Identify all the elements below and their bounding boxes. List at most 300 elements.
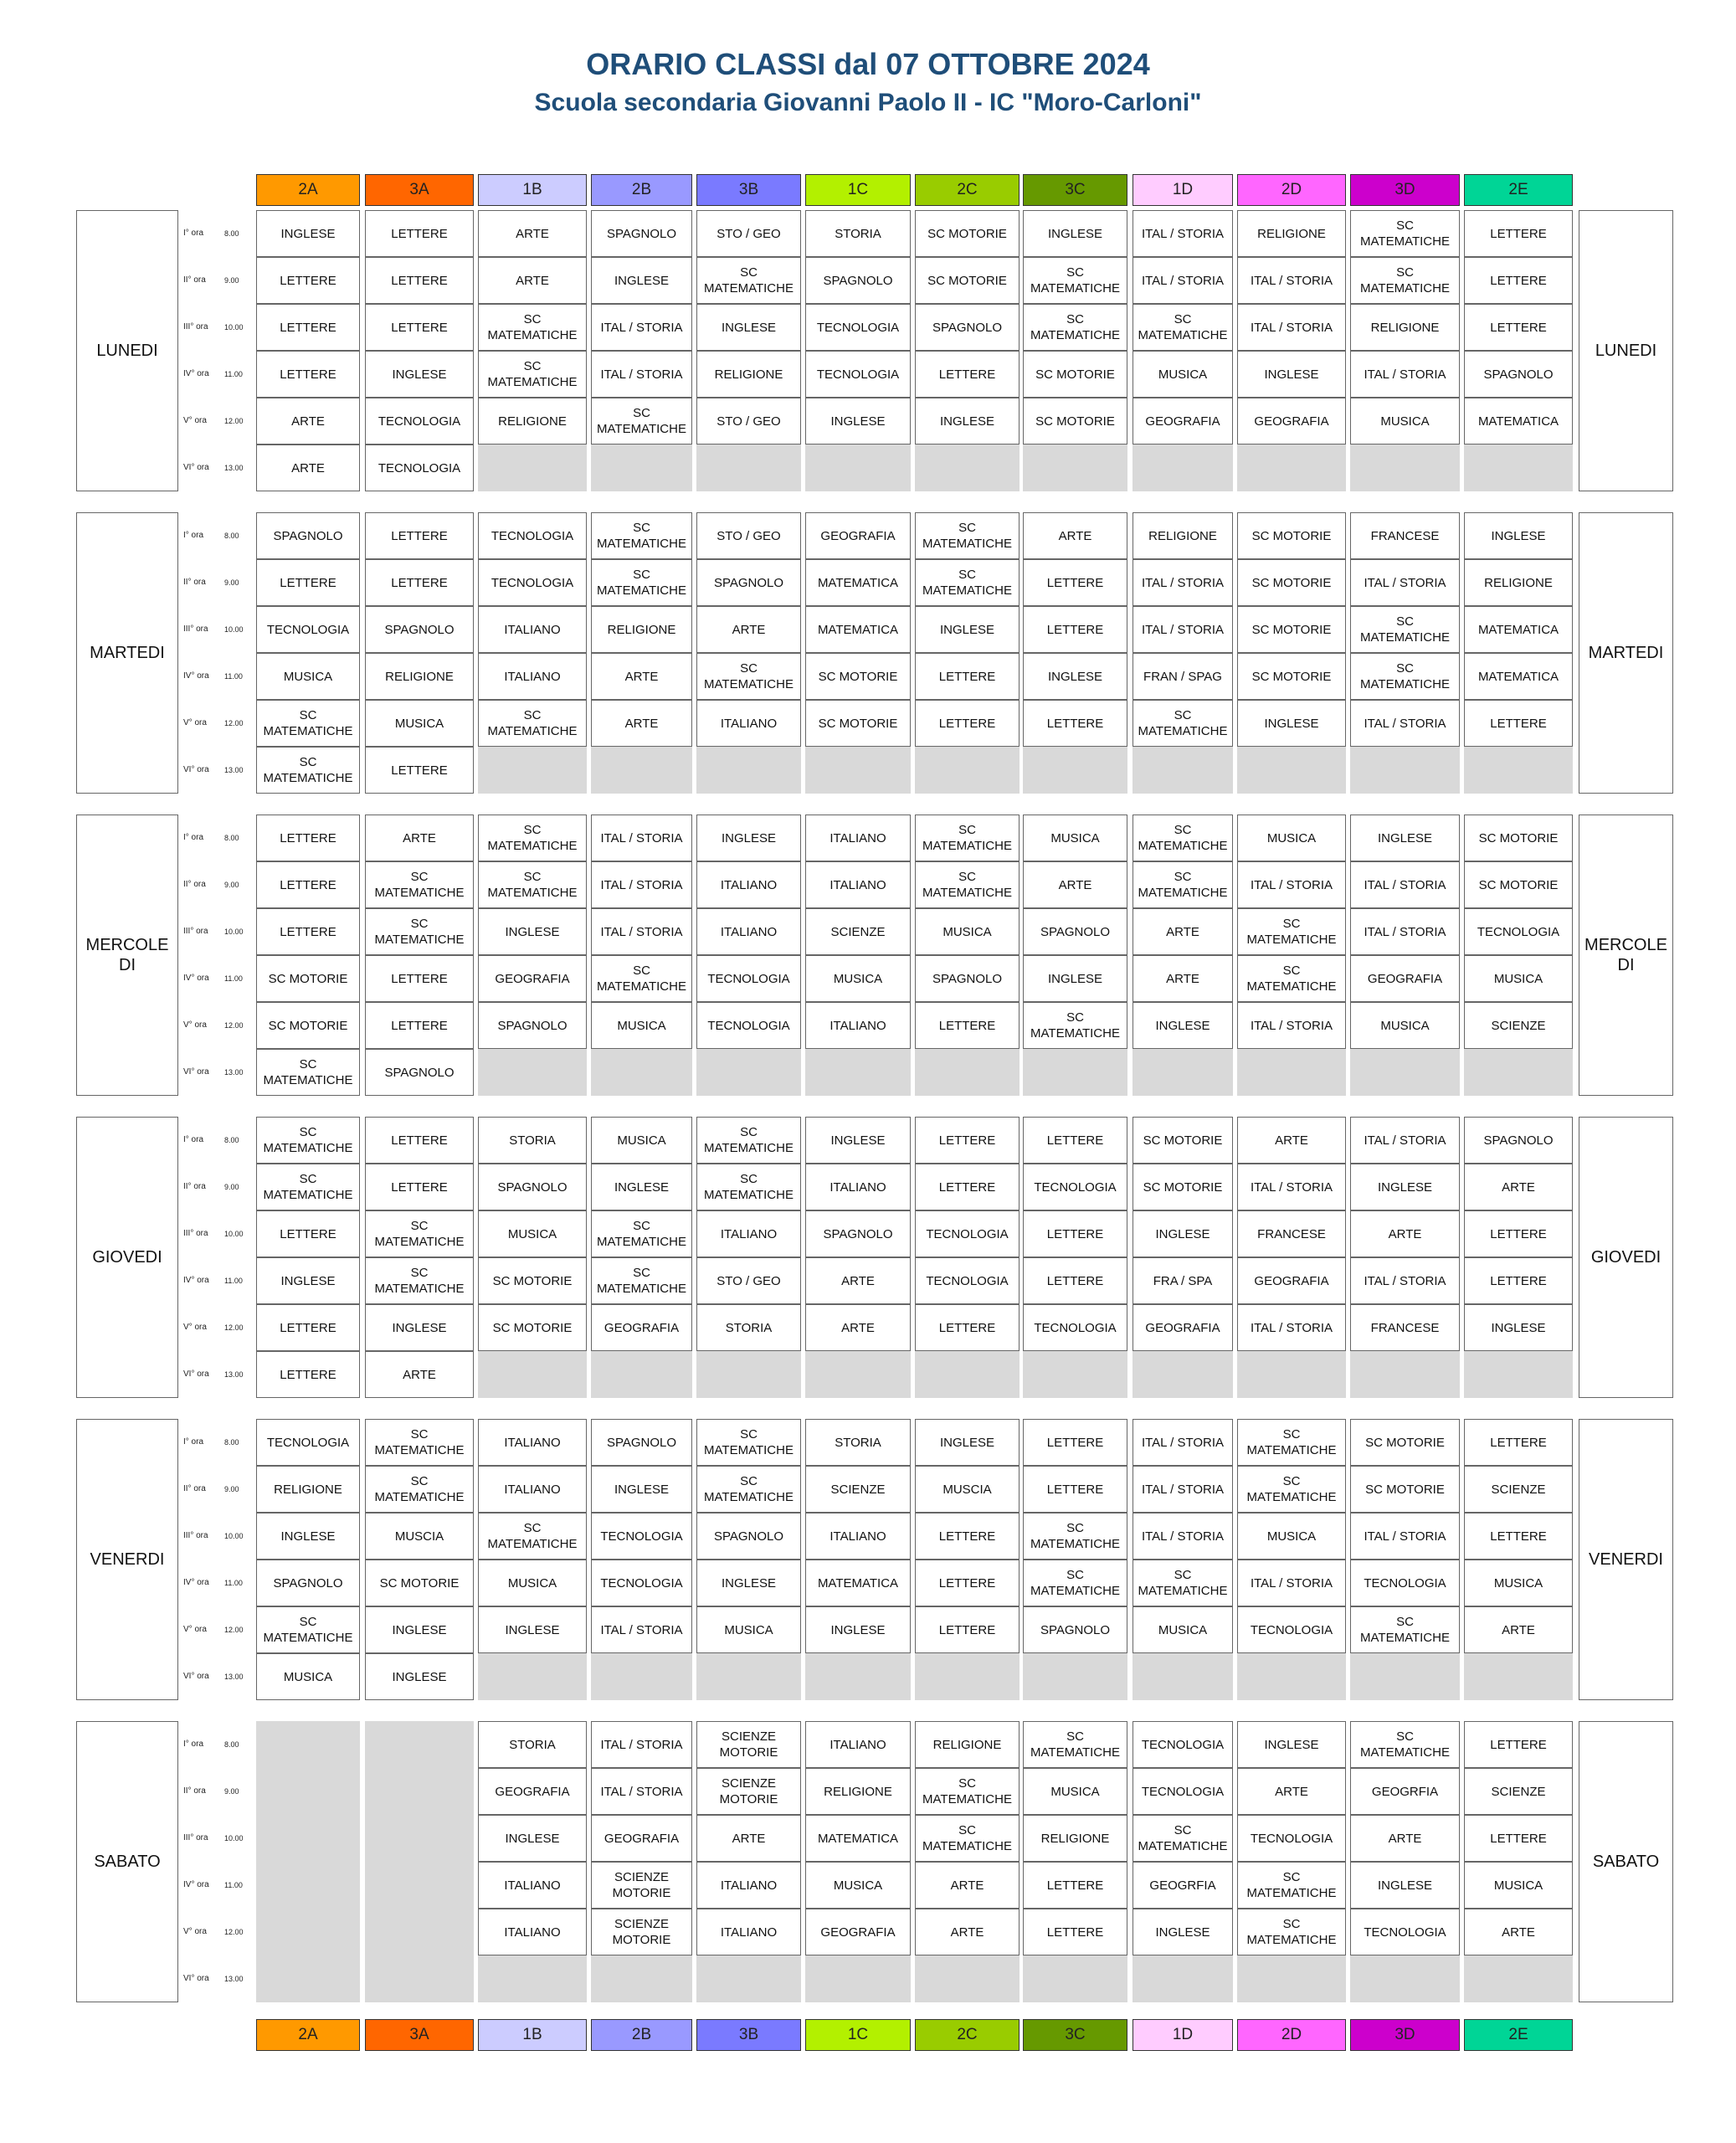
lesson-cell: SC MATEMATICHE	[256, 700, 360, 747]
empty-slot	[1464, 1351, 1573, 1398]
lesson-cell: ITAL / STORIA	[1350, 1117, 1460, 1164]
lesson-cell: MUSICA	[1464, 955, 1573, 1002]
lesson-cell: LETTERE	[1023, 1466, 1127, 1513]
lesson-cell: SC MOTORIE	[1350, 1466, 1460, 1513]
period-time: 12.00	[224, 417, 244, 425]
lesson-cell: SPAGNOLO	[591, 1419, 692, 1466]
lesson-cell: SPAGNOLO	[256, 512, 360, 559]
lesson-cell: LETTERE	[1464, 1721, 1573, 1768]
lesson-cell: MUSICA	[591, 1117, 692, 1164]
empty-slot	[1237, 1653, 1346, 1700]
lesson-cell: SC MATEMATICHE	[696, 653, 801, 700]
empty-slot	[1133, 1351, 1233, 1398]
empty-slot	[805, 445, 911, 491]
lesson-cell: ITALIANO	[696, 861, 801, 908]
lesson-cell: SPAGNOLO	[365, 1049, 474, 1096]
lesson-cell: ITAL / STORIA	[1237, 1560, 1346, 1606]
lesson-cell: INGLESE	[365, 1304, 474, 1351]
lesson-cell: SCIENZE	[1464, 1002, 1573, 1049]
lesson-cell: LETTERE	[915, 700, 1020, 747]
lesson-cell: SC MOTORIE	[1023, 398, 1127, 445]
lesson-cell: GEOGRAFIA	[478, 1768, 587, 1815]
period-label: I° ora	[183, 229, 204, 238]
empty-slot	[478, 1653, 587, 1700]
empty-slot	[1464, 1955, 1573, 2002]
lesson-cell: ITALIANO	[805, 815, 911, 861]
lesson-cell: SC MATEMATICHE	[1350, 606, 1460, 653]
period-time: 11.00	[224, 672, 243, 681]
lesson-cell: SPAGNOLO	[1023, 908, 1127, 955]
lesson-cell: SC MOTORIE	[1237, 606, 1346, 653]
lesson-cell: TECNOLOGIA	[1023, 1164, 1127, 1210]
lesson-cell: TECNOLOGIA	[1237, 1606, 1346, 1653]
lesson-cell: TECNOLOGIA	[591, 1560, 692, 1606]
lesson-cell: INGLESE	[1464, 512, 1573, 559]
lesson-cell: SPAGNOLO	[915, 304, 1020, 351]
lesson-cell: SC MATEMATICHE	[256, 1117, 360, 1164]
lesson-cell: SC MATEMATICHE	[1350, 257, 1460, 304]
lesson-cell: INGLESE	[805, 1606, 911, 1653]
lesson-cell: LETTERE	[1464, 1419, 1573, 1466]
lesson-cell: SPAGNOLO	[805, 257, 911, 304]
period-time: 12.00	[224, 719, 244, 727]
empty-slot	[1350, 1653, 1460, 1700]
page-title: ORARIO CLASSI dal 07 OTTOBRE 2024	[586, 47, 1150, 81]
period-time: 12.00	[224, 1021, 244, 1030]
period-label: III° ora	[183, 1531, 208, 1540]
lesson-cell: SC MATEMATICHE	[591, 512, 692, 559]
lesson-cell: SCIENZE MOTORIE	[591, 1862, 692, 1909]
empty-slot	[1237, 747, 1346, 794]
lesson-cell: SC MATEMATICHE	[1133, 700, 1233, 747]
lesson-cell: LETTERE	[1464, 304, 1573, 351]
period-label: V° ora	[183, 416, 207, 425]
lesson-cell: FRANCESE	[1350, 1304, 1460, 1351]
class-header-1d: 1D	[1133, 174, 1233, 206]
period-label: II° ora	[183, 578, 206, 587]
empty-slot	[591, 1653, 692, 1700]
lesson-cell: SC MATEMATICHE	[1237, 1862, 1346, 1909]
empty-slot	[1464, 445, 1573, 491]
empty-slot	[1237, 1955, 1346, 2002]
lesson-cell: LETTERE	[1023, 700, 1127, 747]
lesson-cell: INGLESE	[1237, 351, 1346, 398]
lesson-cell: STO / GEO	[696, 512, 801, 559]
lesson-cell: ITAL / STORIA	[1350, 700, 1460, 747]
period-label: III° ora	[183, 322, 208, 331]
period-label: V° ora	[183, 1323, 207, 1332]
lesson-cell: RELIGIONE	[591, 606, 692, 653]
lesson-cell: SC MATEMATICHE	[696, 1466, 801, 1513]
lesson-cell: GEOGRAFIA	[478, 955, 587, 1002]
lesson-cell: LETTERE	[1464, 700, 1573, 747]
lesson-cell: ARTE	[1023, 861, 1127, 908]
lesson-cell: ARTE	[696, 606, 801, 653]
lesson-cell: INGLESE	[1023, 653, 1127, 700]
lesson-cell: ITAL / STORIA	[1350, 908, 1460, 955]
period-label: II° ora	[183, 1484, 206, 1493]
lesson-cell: TECNOLOGIA	[1237, 1815, 1346, 1862]
lesson-cell: MATEMATICA	[805, 1560, 911, 1606]
lesson-cell: LETTERE	[365, 955, 474, 1002]
lesson-cell: LETTERE	[1464, 1210, 1573, 1257]
lesson-cell: MUSICA	[1464, 1862, 1573, 1909]
lesson-cell: ITAL / STORIA	[1350, 351, 1460, 398]
empty-slot	[256, 1721, 360, 1768]
lesson-cell: LETTERE	[256, 861, 360, 908]
class-header-3c: 3C	[1023, 174, 1127, 206]
class-header-2e: 2E	[1464, 174, 1573, 206]
empty-slot	[256, 1909, 360, 1955]
lesson-cell: INGLESE	[591, 1466, 692, 1513]
period-label: IV° ora	[183, 671, 209, 681]
lesson-cell: ITAL / STORIA	[1133, 606, 1233, 653]
period-time: 10.00	[224, 928, 244, 936]
lesson-cell: MATEMATICA	[805, 606, 911, 653]
empty-slot	[1464, 1653, 1573, 1700]
empty-slot	[478, 747, 587, 794]
lesson-cell: SC MATEMATICHE	[256, 1164, 360, 1210]
empty-slot	[1350, 747, 1460, 794]
lesson-cell: ITALIANO	[696, 1909, 801, 1955]
lesson-cell: LETTERE	[1023, 606, 1127, 653]
lesson-cell: ITAL / STORIA	[1237, 257, 1346, 304]
empty-slot	[478, 1049, 587, 1096]
lesson-cell: INGLESE	[1237, 700, 1346, 747]
lesson-cell: MUSICA	[256, 1653, 360, 1700]
lesson-cell: RELIGIONE	[1133, 512, 1233, 559]
lesson-cell: ITAL / STORIA	[1133, 257, 1233, 304]
lesson-cell: SC MATEMATICHE	[915, 1815, 1020, 1862]
empty-slot	[365, 1862, 474, 1909]
lesson-cell: LETTERE	[256, 1304, 360, 1351]
lesson-cell: ARTE	[1464, 1909, 1573, 1955]
lesson-cell: TECNOLOGIA	[365, 445, 474, 491]
lesson-cell: SC MATEMATICHE	[591, 1257, 692, 1304]
empty-slot	[805, 1955, 911, 2002]
lesson-cell: ITAL / STORIA	[1237, 861, 1346, 908]
lesson-cell: SC MATEMATICHE	[1237, 908, 1346, 955]
empty-slot	[365, 1721, 474, 1768]
class-header-2e: 2E	[1464, 2019, 1573, 2051]
empty-slot	[696, 1955, 801, 2002]
lesson-cell: MUSICA	[1023, 1768, 1127, 1815]
day-label-left: MARTEDI	[76, 512, 178, 794]
class-header-1b: 1B	[478, 2019, 587, 2051]
lesson-cell: LETTERE	[915, 1304, 1020, 1351]
lesson-cell: LETTERE	[365, 512, 474, 559]
lesson-cell: SC MATEMATICHE	[591, 955, 692, 1002]
period-time: 11.00	[224, 974, 243, 983]
lesson-cell: SC MATEMATICHE	[365, 1257, 474, 1304]
lesson-cell: SC MOTORIE	[1133, 1117, 1233, 1164]
lesson-cell: SC MATEMATICHE	[1023, 1721, 1127, 1768]
period-time: 11.00	[224, 370, 243, 378]
lesson-cell: MUSICA	[1133, 1606, 1233, 1653]
lesson-cell: STO / GEO	[696, 210, 801, 257]
lesson-cell: ITAL / STORIA	[1133, 1513, 1233, 1560]
lesson-cell: STORIA	[478, 1117, 587, 1164]
lesson-cell: SPAGNOLO	[1023, 1606, 1127, 1653]
lesson-cell: LETTERE	[256, 1210, 360, 1257]
lesson-cell: FRANCESE	[1237, 1210, 1346, 1257]
lesson-cell: SC MATEMATICHE	[256, 1606, 360, 1653]
lesson-cell: SCIENZE	[1464, 1466, 1573, 1513]
lesson-cell: SC MATEMATICHE	[696, 1164, 801, 1210]
lesson-cell: SC MATEMATICHE	[365, 908, 474, 955]
lesson-cell: SC MOTORIE	[1464, 861, 1573, 908]
empty-slot	[1133, 1049, 1233, 1096]
lesson-cell: SC MATEMATICHE	[915, 559, 1020, 606]
lesson-cell: GEOGRAFIA	[1133, 1304, 1233, 1351]
lesson-cell: FRA / SPA	[1133, 1257, 1233, 1304]
lesson-cell: LETTERE	[365, 210, 474, 257]
lesson-cell: SC MATEMATICHE	[256, 1049, 360, 1096]
lesson-cell: SC MOTORIE	[915, 257, 1020, 304]
lesson-cell: INGLESE	[478, 1606, 587, 1653]
class-header-2c: 2C	[915, 174, 1020, 206]
lesson-cell: RELIGIONE	[1350, 304, 1460, 351]
lesson-cell: INGLESE	[1350, 1862, 1460, 1909]
lesson-cell: SPAGNOLO	[805, 1210, 911, 1257]
lesson-cell: SC MOTORIE	[256, 1002, 360, 1049]
lesson-cell: ITAL / STORIA	[1133, 559, 1233, 606]
empty-slot	[1237, 445, 1346, 491]
lesson-cell: MUSICA	[805, 955, 911, 1002]
lesson-cell: SC MOTORIE	[1237, 559, 1346, 606]
lesson-cell: LETTERE	[365, 1002, 474, 1049]
period-time: 10.00	[224, 1230, 244, 1238]
lesson-cell: LETTERE	[1464, 1815, 1573, 1862]
day-label-right: LUNEDI	[1579, 210, 1673, 491]
lesson-cell: SPAGNOLO	[915, 955, 1020, 1002]
lesson-cell: ITAL / STORIA	[1350, 861, 1460, 908]
lesson-cell: GEOGRAFIA	[1237, 1257, 1346, 1304]
lesson-cell: SC MATEMATICHE	[1237, 1466, 1346, 1513]
lesson-cell: ARTE	[591, 700, 692, 747]
lesson-cell: SC MATEMATICHE	[1133, 304, 1233, 351]
lesson-cell: ITALIANO	[478, 606, 587, 653]
period-time: 10.00	[224, 1834, 244, 1842]
lesson-cell: FRANCESE	[1350, 512, 1460, 559]
lesson-cell: LETTERE	[915, 1117, 1020, 1164]
day-label-right: VENERDI	[1579, 1419, 1673, 1700]
lesson-cell: LETTERE	[1023, 1117, 1127, 1164]
period-label: I° ora	[183, 1437, 204, 1447]
lesson-cell: SC MATEMATICHE	[1023, 1002, 1127, 1049]
lesson-cell: ARTE	[1237, 1117, 1346, 1164]
empty-slot	[365, 1768, 474, 1815]
period-label: IV° ora	[183, 974, 209, 983]
lesson-cell: ITALIANO	[696, 1210, 801, 1257]
lesson-cell: ITAL / STORIA	[591, 304, 692, 351]
lesson-cell: SCIENZE MOTORIE	[591, 1909, 692, 1955]
lesson-cell: SC MATEMATICHE	[1237, 1419, 1346, 1466]
empty-slot	[915, 1351, 1020, 1398]
period-time: 13.00	[224, 1068, 244, 1077]
period-time: 10.00	[224, 1532, 244, 1540]
class-header-3d: 3D	[1350, 174, 1460, 206]
lesson-cell: TECNOLOGIA	[915, 1210, 1020, 1257]
period-label: II° ora	[183, 1182, 206, 1191]
period-time: 9.00	[224, 1485, 239, 1493]
class-header-2d: 2D	[1237, 174, 1346, 206]
lesson-cell: SC MOTORIE	[1464, 815, 1573, 861]
class-header-3a: 3A	[365, 174, 474, 206]
lesson-cell: INGLESE	[256, 1257, 360, 1304]
lesson-cell: SC MATEMATICHE	[696, 1117, 801, 1164]
page-subtitle: Scuola secondaria Giovanni Paolo II - IC "Moro-Carloni"	[534, 89, 1202, 116]
empty-slot	[591, 445, 692, 491]
lesson-cell: LETTERE	[915, 1606, 1020, 1653]
lesson-cell: ARTE	[256, 398, 360, 445]
lesson-cell: ITALIANO	[478, 1862, 587, 1909]
lesson-cell: ARTE	[915, 1909, 1020, 1955]
empty-slot	[591, 1955, 692, 2002]
lesson-cell: TECNOLOGIA	[1464, 908, 1573, 955]
period-time: 9.00	[224, 881, 239, 889]
lesson-cell: SC MATEMATICHE	[915, 1768, 1020, 1815]
lesson-cell: SPAGNOLO	[696, 1513, 801, 1560]
empty-slot	[1133, 445, 1233, 491]
lesson-cell: SC MATEMATICHE	[1133, 1560, 1233, 1606]
lesson-cell: SC MOTORIE	[1350, 1419, 1460, 1466]
lesson-cell: SC MATEMATICHE	[915, 512, 1020, 559]
day-label-left: GIOVEDI	[76, 1117, 178, 1398]
lesson-cell: TECNOLOGIA	[1350, 1909, 1460, 1955]
lesson-cell: SCIENZE	[805, 1466, 911, 1513]
lesson-cell: SC MATEMATICHE	[1133, 861, 1233, 908]
lesson-cell: GEOGRAFIA	[1350, 955, 1460, 1002]
lesson-cell: GEOGRAFIA	[591, 1304, 692, 1351]
lesson-cell: SC MATEMATICHE	[1023, 304, 1127, 351]
period-time: 10.00	[224, 323, 244, 331]
empty-slot	[256, 1862, 360, 1909]
lesson-cell: ARTE	[1464, 1164, 1573, 1210]
lesson-cell: TECNOLOGIA	[805, 351, 911, 398]
day-label-right: GIOVEDI	[1579, 1117, 1673, 1398]
lesson-cell: SC MATEMATICHE	[478, 861, 587, 908]
lesson-cell: MUSCIA	[365, 1513, 474, 1560]
lesson-cell: MUSICA	[805, 1862, 911, 1909]
period-time: 8.00	[224, 229, 239, 238]
lesson-cell: SC MATEMATICHE	[365, 1210, 474, 1257]
class-header-3d: 3D	[1350, 2019, 1460, 2051]
lesson-cell: ARTE	[591, 653, 692, 700]
empty-slot	[1464, 1049, 1573, 1096]
lesson-cell: MUSICA	[1023, 815, 1127, 861]
lesson-cell: SPAGNOLO	[1464, 351, 1573, 398]
lesson-cell: INGLESE	[478, 908, 587, 955]
lesson-cell: ITALIANO	[478, 1466, 587, 1513]
lesson-cell: SC MOTORIE	[1237, 512, 1346, 559]
lesson-cell: INGLESE	[1350, 815, 1460, 861]
day-label-left: VENERDI	[76, 1419, 178, 1700]
lesson-cell: SC MOTORIE	[805, 700, 911, 747]
lesson-cell: SC MATEMATICHE	[478, 815, 587, 861]
lesson-cell: RELIGIONE	[915, 1721, 1020, 1768]
lesson-cell: ARTE	[365, 1351, 474, 1398]
lesson-cell: INGLESE	[365, 1653, 474, 1700]
lesson-cell: LETTERE	[1023, 1419, 1127, 1466]
empty-slot	[1023, 1955, 1127, 2002]
lesson-cell: LETTERE	[256, 1351, 360, 1398]
lesson-cell: ITAL / STORIA	[1237, 1002, 1346, 1049]
empty-slot	[1350, 1955, 1460, 2002]
lesson-cell: INGLESE	[1350, 1164, 1460, 1210]
lesson-cell: INGLESE	[915, 1419, 1020, 1466]
lesson-cell: MUSCIA	[915, 1466, 1020, 1513]
empty-slot	[1350, 1049, 1460, 1096]
empty-slot	[591, 747, 692, 794]
empty-slot	[256, 1955, 360, 2002]
lesson-cell: ITAL / STORIA	[591, 1768, 692, 1815]
lesson-cell: STO / GEO	[696, 1257, 801, 1304]
lesson-cell: LETTERE	[256, 257, 360, 304]
lesson-cell: INGLESE	[1023, 210, 1127, 257]
lesson-cell: RELIGIONE	[1237, 210, 1346, 257]
lesson-cell: INGLESE	[256, 1513, 360, 1560]
lesson-cell: ITAL / STORIA	[1350, 559, 1460, 606]
lesson-cell: SC MATEMATICHE	[696, 1419, 801, 1466]
empty-slot	[256, 1815, 360, 1862]
lesson-cell: LETTERE	[915, 1164, 1020, 1210]
lesson-cell: SC MATEMATICHE	[1350, 210, 1460, 257]
period-time: 8.00	[224, 1136, 239, 1144]
lesson-cell: ITAL / STORIA	[591, 861, 692, 908]
day-label-right: MARTEDI	[1579, 512, 1673, 794]
lesson-cell: LETTERE	[1023, 559, 1127, 606]
lesson-cell: ITAL / STORIA	[1237, 304, 1346, 351]
class-header-3a: 3A	[365, 2019, 474, 2051]
lesson-cell: SC MATEMATICHE	[915, 861, 1020, 908]
period-label: VI° ora	[183, 463, 209, 472]
lesson-cell: SC MOTORIE	[1237, 653, 1346, 700]
period-time: 13.00	[224, 766, 244, 774]
class-header-3c: 3C	[1023, 2019, 1127, 2051]
period-label: V° ora	[183, 1020, 207, 1030]
lesson-cell: RELIGIONE	[1023, 1815, 1127, 1862]
lesson-cell: LETTERE	[1464, 210, 1573, 257]
lesson-cell: ARTE	[1464, 1606, 1573, 1653]
lesson-cell: SC MATEMATICHE	[1350, 653, 1460, 700]
class-header-1d: 1D	[1133, 2019, 1233, 2051]
day-label-right: MERCOLEDI	[1579, 815, 1673, 1096]
period-label: VI° ora	[183, 1974, 209, 1983]
lesson-cell: LETTERE	[256, 815, 360, 861]
period-time: 12.00	[224, 1928, 244, 1936]
class-header-2b: 2B	[591, 2019, 692, 2051]
empty-slot	[915, 1653, 1020, 1700]
lesson-cell: GEOGRAFIA	[1237, 398, 1346, 445]
empty-slot	[256, 1768, 360, 1815]
lesson-cell: GEOGRAFIA	[805, 512, 911, 559]
period-time: 8.00	[224, 1740, 239, 1749]
empty-slot	[1350, 1351, 1460, 1398]
lesson-cell: SC MATEMATICHE	[591, 398, 692, 445]
lesson-cell: MUSICA	[915, 908, 1020, 955]
empty-slot	[591, 1351, 692, 1398]
period-time: 13.00	[224, 1975, 244, 1983]
class-header-1c: 1C	[805, 2019, 911, 2051]
lesson-cell: SC MOTORIE	[915, 210, 1020, 257]
lesson-cell: RELIGIONE	[696, 351, 801, 398]
period-time: 9.00	[224, 276, 239, 285]
period-label: VI° ora	[183, 765, 209, 774]
lesson-cell: SCIENZE	[1464, 1768, 1573, 1815]
empty-slot	[365, 1815, 474, 1862]
lesson-cell: ARTE	[805, 1304, 911, 1351]
